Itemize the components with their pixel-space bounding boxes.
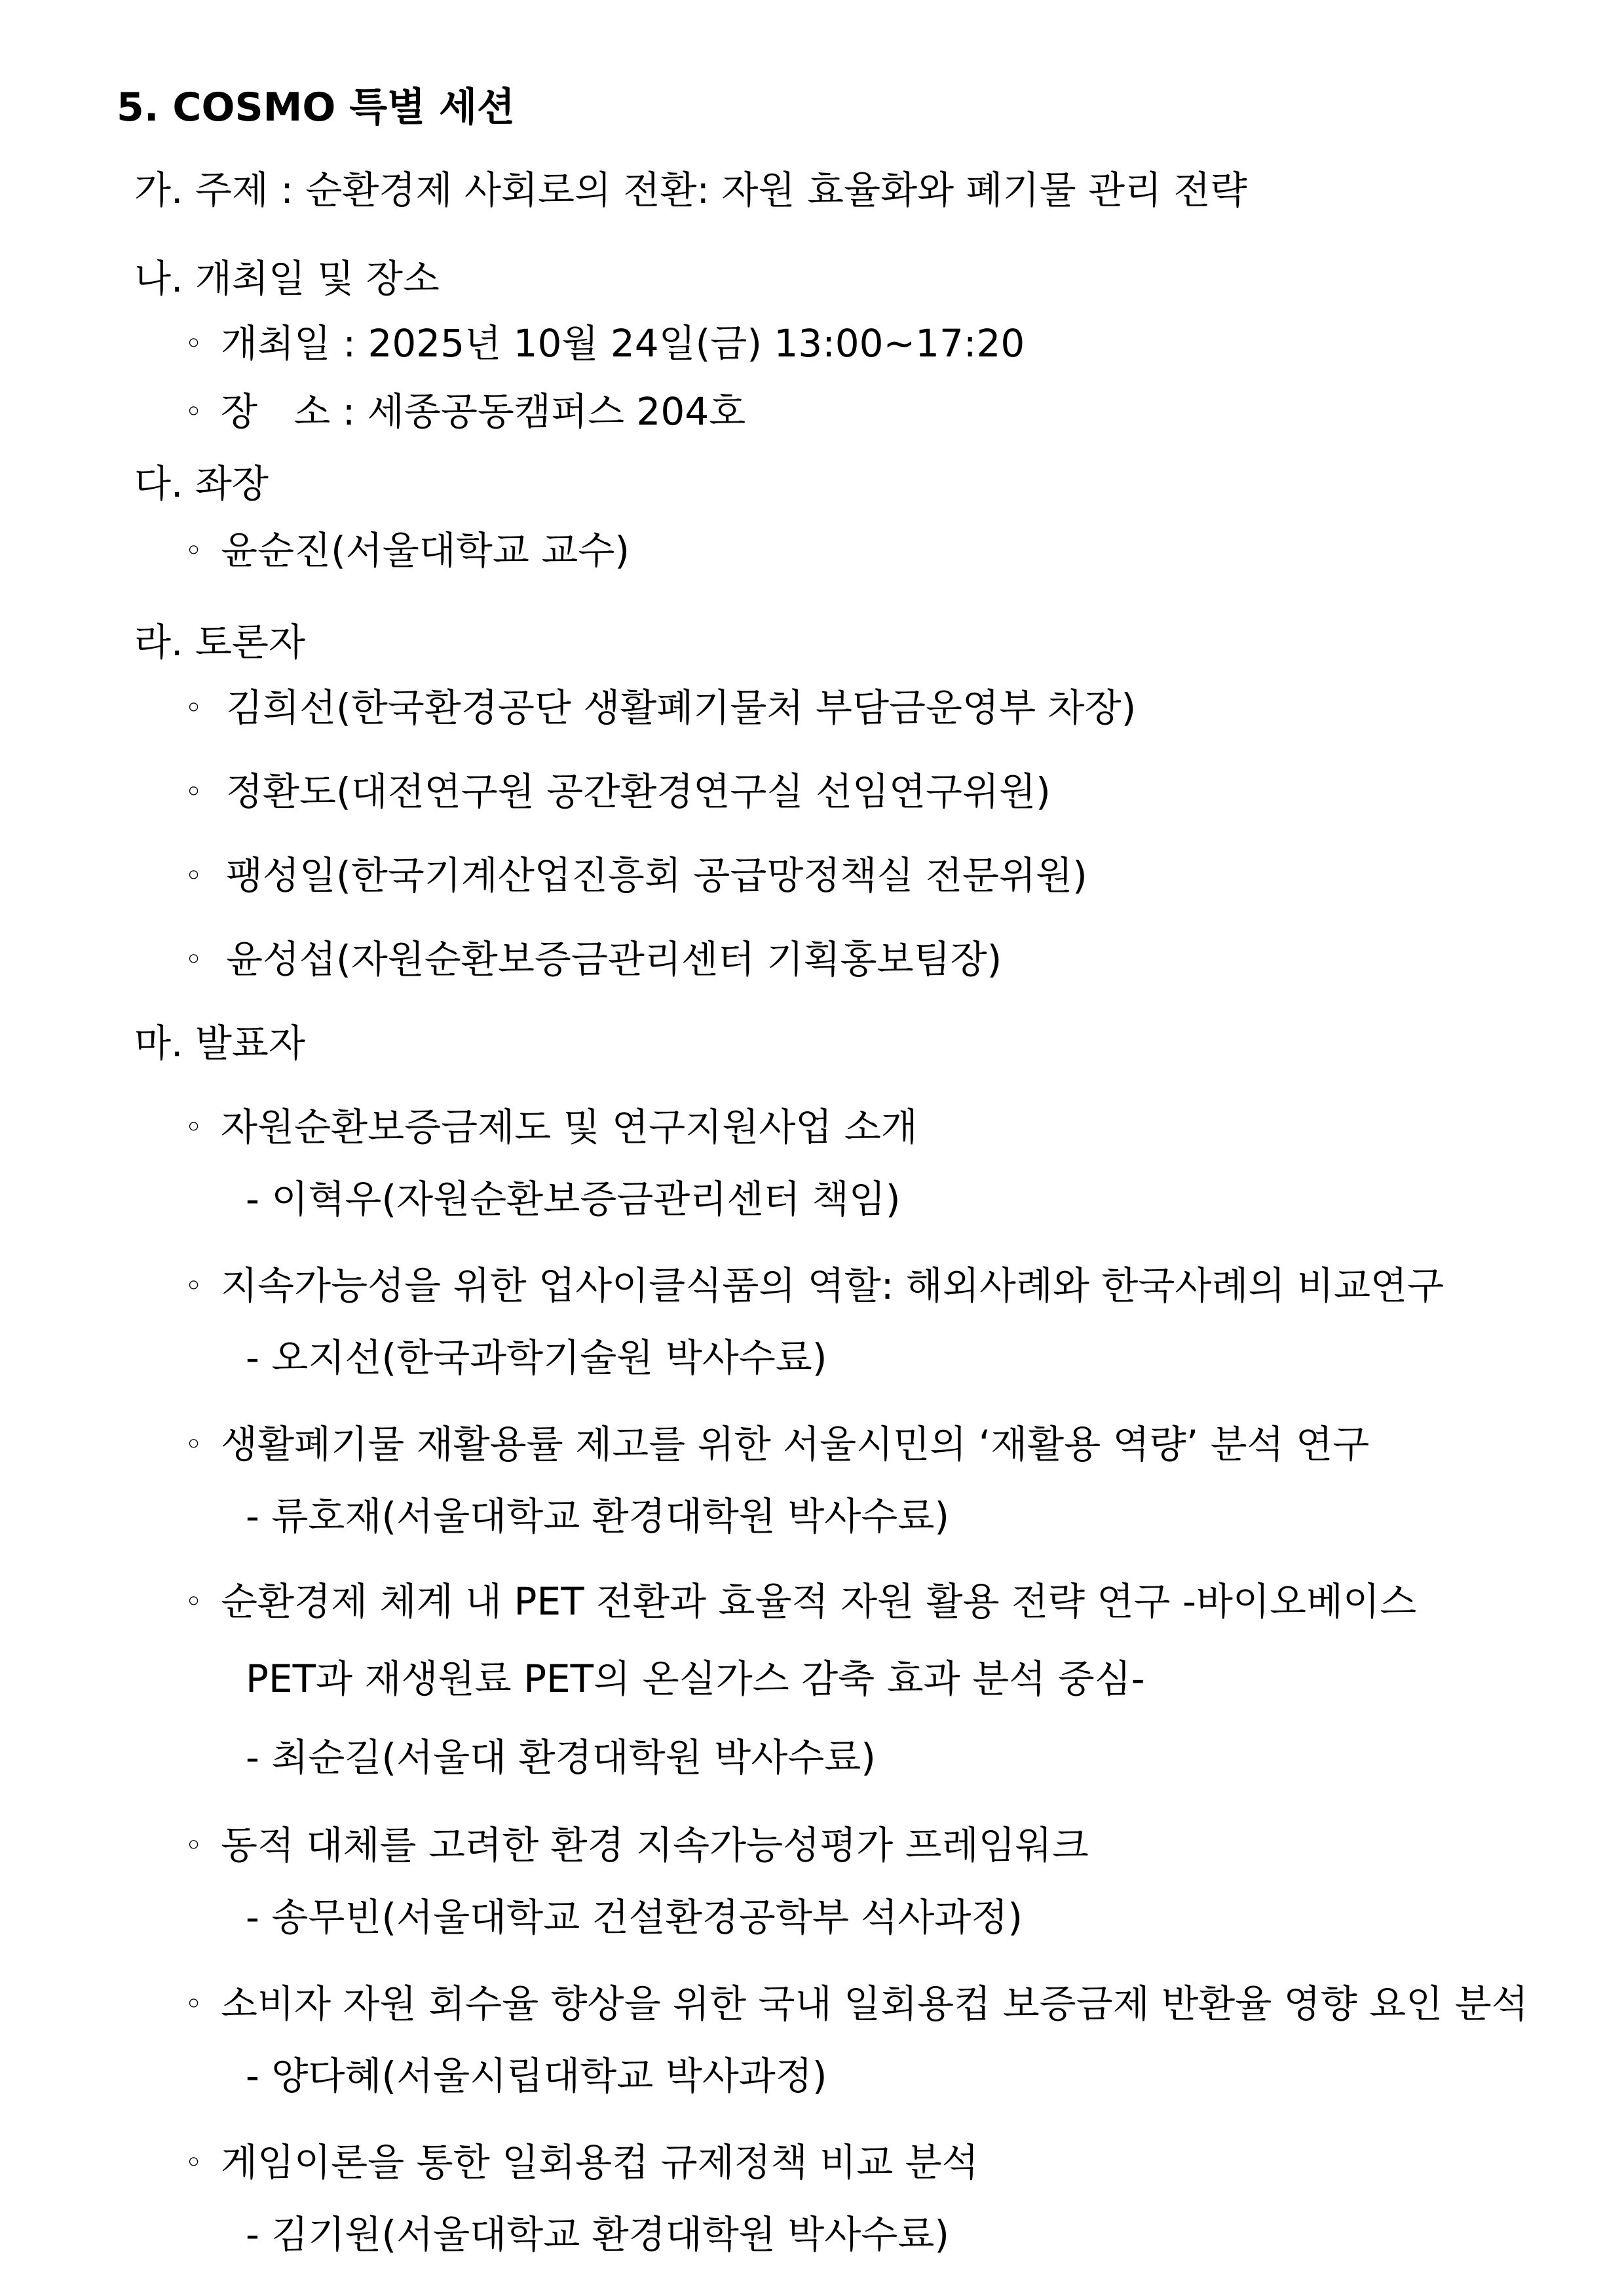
presentation-title: 게임이론을 통한 일회용컵 규제정책 비교 분석 xyxy=(221,2140,979,2185)
bullet-icon: ◦ xyxy=(185,326,203,361)
bullet-icon: ◦ xyxy=(185,533,203,568)
bullet-icon: ◦ xyxy=(185,858,203,893)
discussant-item: 정환도(대전연구원 공간환경연구실 선임연구위원) xyxy=(226,769,1051,814)
bullet-icon: ◦ xyxy=(185,1268,203,1303)
discussant-item: 팽성일(한국기계산업진흥회 공급망정책실 전문위원) xyxy=(226,853,1087,898)
date-line: 개최일 : 2025년 10월 24일(금) 13:00~17:20 xyxy=(221,321,1025,366)
presentation-title: 자원순환보증금제도 및 연구지원사업 소개 xyxy=(221,1105,918,1149)
presentation-title: 순환경제 체계 내 PET 전환과 효율적 자원 활용 전략 연구 -바이오베이스 xyxy=(221,1579,1417,1624)
chair-name: 윤순진(서울대학교 교수) xyxy=(221,528,630,573)
topic-line: 가. 주제 : 순환경제 사회로의 전환: 자원 효율화와 폐기물 관리 전략 xyxy=(134,168,1247,212)
presentation-title: 지속가능성을 위한 업사이클식품의 역할: 해외사례와 한국사례의 비교연구 xyxy=(221,1263,1445,1308)
presenter-name: - 송무빈(서울대학교 건설환경공학부 석사과정) xyxy=(246,1895,1023,1940)
presenter-name: - 이혁우(자원순환보증금관리센터 책임) xyxy=(246,1177,901,1221)
bullet-icon: ◦ xyxy=(185,1827,203,1863)
bullet-icon: ◦ xyxy=(185,774,203,809)
bullet-icon: ◦ xyxy=(185,2145,203,2180)
discussant-item: 윤성섭(자원순환보증금관리센터 기획홍보팀장) xyxy=(226,937,1002,982)
presenter-name: - 양다혜(서울시립대학교 박사과정) xyxy=(246,2054,827,2098)
date-place-heading: 나. 개최일 및 장소 xyxy=(134,256,440,301)
chair-heading: 다. 좌장 xyxy=(134,461,269,506)
bullet-icon: ◦ xyxy=(185,1109,203,1145)
bullet-icon: ◦ xyxy=(185,1986,203,2021)
presentation-title: 소비자 자원 회수율 향상을 위한 국내 일회용컵 보증금제 반환율 영향 요인 분석 xyxy=(221,1981,1528,2026)
discussants-heading: 라. 토론자 xyxy=(134,620,305,664)
bullet-icon: ◦ xyxy=(185,690,203,725)
presentation-title-continued: PET과 재생원료 PET의 온실가스 감축 효과 분석 중심- xyxy=(246,1656,1145,1701)
presenter-name: - 최순길(서울대 환경대학원 박사수료) xyxy=(246,1735,876,1780)
discussant-item: 김희선(한국환경공단 생활폐기물처 부담금운영부 차장) xyxy=(226,685,1137,730)
bullet-icon: ◦ xyxy=(185,1584,203,1619)
bullet-icon: ◦ xyxy=(185,1426,203,1462)
presenter-name: - 류호재(서울대학교 환경대학원 박사수료) xyxy=(246,1494,949,1539)
presenters-heading: 마. 발표자 xyxy=(134,1021,305,1065)
presentation-title: 생활폐기물 재활용률 제고를 위한 서울시민의 ‘재활용 역량’ 분석 연구 xyxy=(221,1422,1370,1466)
place-line: 장 소 : 세종공동캠퍼스 204호 xyxy=(221,389,746,434)
presentation-title: 동적 대체를 고려한 환경 지속가능성평가 프레임워크 xyxy=(221,1823,1089,1867)
bullet-icon: ◦ xyxy=(185,394,203,429)
bullet-icon: ◦ xyxy=(185,942,203,977)
presenter-name: - 김기원(서울대학교 환경대학원 박사수료) xyxy=(246,2212,949,2257)
section-title: 5. COSMO 특별 세션 xyxy=(117,85,516,130)
presenter-name: - 오지선(한국과학기술원 박사수료) xyxy=(246,1335,827,1380)
